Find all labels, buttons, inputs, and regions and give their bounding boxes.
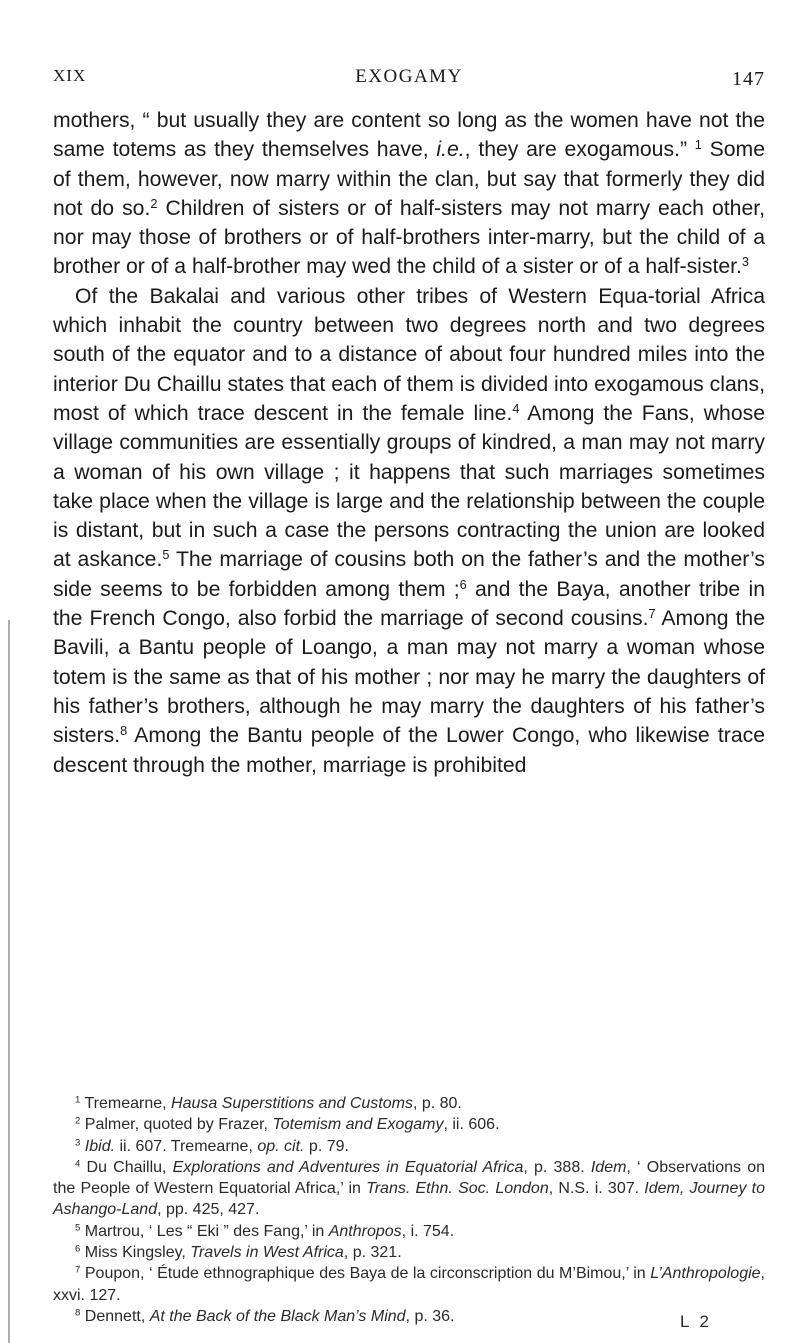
footnote-reference: 8 (120, 723, 128, 739)
footnote-reference: 6 (75, 1243, 81, 1255)
footnote-reference: 3 (741, 254, 749, 270)
italic-text: Hausa Superstitions and Customs (171, 1095, 413, 1112)
italic-text: op. cit. (257, 1137, 305, 1155)
italic-text: Totemism and Exogamy (272, 1116, 444, 1134)
text-run: , p. 80. (412, 1095, 462, 1112)
footnote-reference: 4 (75, 1158, 81, 1170)
footnote-reference: 5 (162, 547, 170, 563)
footnote (53, 1114, 765, 1135)
signature-mark: L 2 (680, 1312, 713, 1331)
footnote (53, 1242, 765, 1263)
text-run: , p. 321. (343, 1244, 402, 1262)
text-run: , pp. 425, 427. (157, 1201, 260, 1219)
text-run: , they are exogamous.” (464, 138, 695, 162)
text-run: Du Chaillu, (80, 1158, 173, 1176)
text-run: Poupon, ‘ Étude ethnographique des Baya de la circonscription du M’Bimou,’ in (80, 1265, 651, 1283)
text-run: Among the Bantu people of the Lower Congo, who likewise trace descent through the mother, marriage is prohibited (53, 724, 765, 777)
footnote (53, 1306, 765, 1327)
italic-text: At the Back of the Black Man’s Mind (149, 1307, 406, 1325)
footnote-reference: 3 (75, 1137, 81, 1149)
text-run: Of the Bakalai and various other tribes of Western Equa-torial Africa which inhabit the country between two degrees north and two degrees south of the equator and to a distance of about four hundred miles into the interior Du Chaillu states that each of them is divided into exogamous clans, most of which trace descent in the female line. (53, 284, 765, 425)
text-run: Tremearne, (80, 1095, 172, 1112)
running-title: EXOGAMY (355, 66, 463, 87)
text-run: mothers, “ but usually they are content so long as the women have not the same totems as they themselves have, (53, 109, 765, 162)
text-run: , i. 754. (401, 1222, 455, 1240)
paragraph (53, 282, 765, 780)
italic-text: Idem, Journey to Ashango-Land (53, 1180, 766, 1219)
body-text (53, 106, 765, 780)
text-run: Dennett, (80, 1307, 150, 1325)
text-run: and the Baya, another tribe in the French Congo, also forbid the marriage of second cousins. (53, 577, 765, 631)
text-run: Martrou, ‘ Les “ Eki ” des Fang,’ in (80, 1222, 329, 1240)
text-run: , xxvi. 127. (53, 1265, 765, 1304)
footnote-reference: 2 (150, 195, 158, 211)
text-run: Among the Bavili, a Bantu people of Loango, a man may not marry a woman whose totem is the same as that of his mother ; nor may he marry the daughters of his father’s brothers, although he may marry the daughters of his father’s sisters. (53, 607, 765, 748)
footnotes (53, 1093, 765, 1327)
paragraph (53, 106, 765, 282)
text-run: ii. 607. Tremearne, (115, 1137, 258, 1155)
italic-text: Ibid. (84, 1137, 116, 1155)
footnote (53, 1157, 765, 1221)
footnote-reference: 8 (75, 1307, 81, 1319)
text-run: The marriage of cousins both on the father’s and the mother’s side seems to be forbidden among them ; (53, 548, 765, 601)
italic-text: Idem (590, 1158, 627, 1176)
footnote-reference: 1 (75, 1094, 81, 1106)
italic-text: L’Anthropologie (650, 1265, 761, 1283)
scan-edge-line (8, 620, 10, 1343)
text-run: , ‘ Observations on the People of Western Equatorial Africa,’ in (53, 1158, 765, 1198)
footnote (53, 1263, 765, 1306)
text-run: Children of sisters or of half-sisters may not marry each other, nor may those of brothers or of half-brothers inter-marry, but the child of a brother or of a half-brother may wed the child of a sister or of a half-sister. (53, 196, 765, 279)
text-run: Among the Fans, whose village communities are essentially groups of kindred, a man may not marry a woman of his own village ; it happens that such marriages sometimes take place when the village is large and the relationship between the couple is distant, but in such a case the persons contracting the union are looked at askance. (53, 401, 766, 572)
footnote-reference: 4 (512, 400, 520, 416)
text-run: , p. 36. (405, 1307, 455, 1325)
footnote (53, 1093, 765, 1114)
footnote (53, 1136, 765, 1157)
text-run: , N.S. i. 307. (548, 1180, 645, 1198)
text-run: Some of them, however, now marry within the clan, but say that formerly they did not do so. (53, 138, 765, 220)
text-run: p. 79. (304, 1137, 349, 1155)
italic-text: Anthropos (328, 1222, 402, 1240)
italic-text: Trans. Ethn. Soc. London (366, 1180, 549, 1198)
footnote-reference: 7 (75, 1265, 81, 1277)
text-run: , p. 388. (523, 1158, 591, 1176)
italic-text: i.e. (436, 138, 465, 162)
footnote-reference: 5 (75, 1222, 81, 1234)
footnote (53, 1221, 765, 1242)
footnote-reference: 6 (459, 576, 467, 592)
text-run: Palmer, quoted by Frazer, (80, 1116, 273, 1134)
text-run: , ii. 606. (443, 1116, 500, 1134)
footnote-reference: 7 (648, 606, 656, 622)
italic-text: Explorations and Adventures in Equatorial Africa (172, 1158, 524, 1176)
footnote-reference: 1 (694, 137, 702, 153)
running-head (53, 66, 765, 96)
page-number: 147 (732, 68, 765, 90)
italic-text: Travels in West Africa (190, 1244, 344, 1262)
footnote-reference: 2 (75, 1116, 81, 1128)
chapter-number: XIX (53, 66, 87, 85)
text-run: Miss Kingsley, (80, 1244, 191, 1262)
